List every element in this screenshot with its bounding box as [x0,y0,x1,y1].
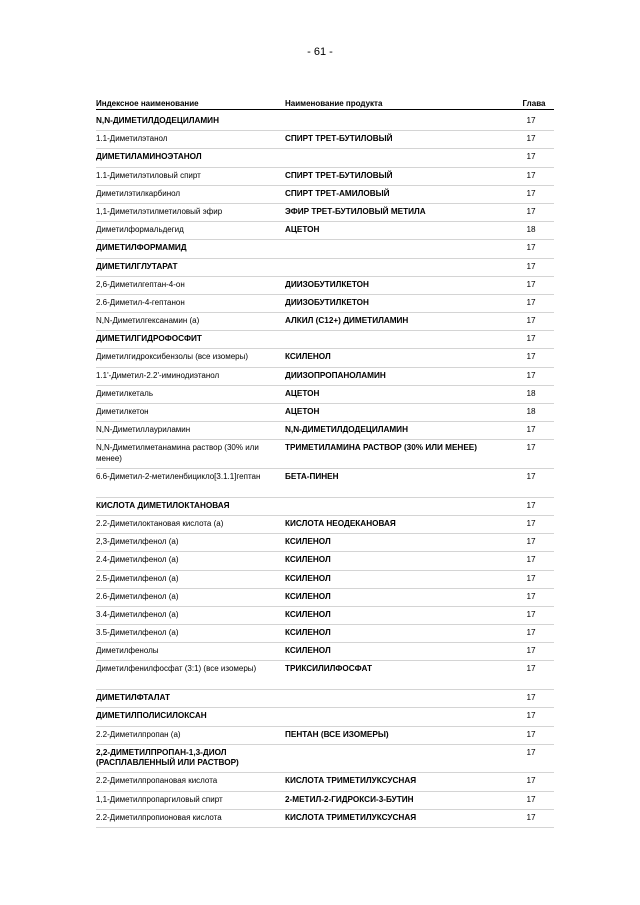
cell-chapter: 17 [526,243,536,253]
table-row [96,222,554,240]
cell-chapter: 17 [526,316,536,326]
page-number: - 61 - [307,46,333,58]
cell-product-name: БЕТА-ПИНЕН [285,472,339,482]
cell-chapter: 17 [526,747,536,757]
table-row [96,331,554,349]
cell-index-name: ДИМЕТИЛАМИНОЭТАНОЛ [96,152,202,162]
cell-product-name: ДИИЗОБУТИЛКЕТОН [285,279,369,289]
table-row [96,571,554,589]
cell-product-name [285,748,514,773]
table-row [96,516,554,534]
table-row [96,404,554,422]
table-row [96,690,554,708]
cell-product-name: ЭФИР ТРЕТ-БУТИЛОВЫЙ МЕТИЛА [285,206,426,216]
table-row [96,386,554,404]
table-row [96,810,554,828]
cell-chapter: 18 [526,388,536,398]
cell-index-name: 3.4-Диметилфенол (а) [96,609,179,619]
cell-index-name: 2.5-Диметилфенол (а) [96,573,179,583]
cell-index-name: 1.1-Диметилэтиловый спирт [96,170,201,180]
cell-chapter: 17 [526,472,536,482]
cell-product-name: ПЕНТАН (ВСЕ ИЗОМЕРЫ) [285,729,389,739]
cell-chapter: 17 [526,170,536,180]
table-row [96,113,554,131]
cell-index-name: ДИМЕТИЛФТАЛАТ [96,693,171,703]
table-row [96,240,554,258]
cell-chapter: 17 [526,711,536,721]
cell-chapter: 17 [526,500,536,510]
cell-index-name: 2.2-Диметилоктановая кислота (а) [96,518,224,528]
cell-product-name: АЦЕТОН [285,407,320,416]
table-row [96,773,554,791]
table-row [96,727,554,745]
header-product-name: Наименование продукта [285,99,383,108]
cell-chapter: 17 [526,352,536,362]
cell-product-name [285,711,514,725]
cell-chapter: 17 [526,646,536,656]
table-row [96,422,554,440]
cell-chapter: 18 [526,225,536,235]
cell-index-name: Диметилкетон [96,407,149,416]
table-row [96,708,554,726]
table-row [96,469,554,498]
table-row [96,313,554,331]
cell-chapter: 17 [526,188,536,198]
table-row [96,792,554,810]
cell-index-name: Диметилгидроксибензолы (все изомеры) [96,352,249,362]
cell-chapter: 17 [526,537,536,547]
table-row [96,131,554,149]
cell-index-name: 2.2-Диметилпропановая кислота [96,776,218,786]
cell-chapter: 17 [526,591,536,601]
cell-chapter: 17 [526,297,536,307]
cell-product-name [285,152,514,166]
cell-index-name: 2.4-Диметилфенол (а) [96,555,179,565]
cell-index-name: 2.2-Диметилпропионовая кислота [96,812,222,822]
cell-chapter: 17 [526,334,536,344]
header-chapter: Глава [522,99,546,108]
table-row [96,607,554,625]
cell-product-name: СПИРТ ТРЕТ-БУТИЛОВЫЙ [285,170,393,180]
cell-chapter: 17 [526,664,536,674]
cell-chapter: 17 [526,729,536,739]
cell-index-name: КИСЛОТА ДИМЕТИЛОКТАНОВАЯ [96,500,230,510]
cell-index-name: 1.1'-Диметил-2.2'-иминодиэтанол [96,370,220,380]
cell-chapter: 17 [526,573,536,583]
cell-product-name: КСИЛЕНОЛ [285,555,331,565]
cell-product-name: ТРИМЕТИЛАМИНА РАСТВОР (30% ИЛИ МЕНЕЕ) [285,443,477,453]
cell-product-name: КСИЛЕНОЛ [285,573,331,583]
cell-index-name: Диметилфенилфосфат (3:1) (все изомеры) [96,664,257,674]
table-row [96,259,554,277]
cell-product-name [285,693,514,707]
cell-chapter: 17 [526,152,536,162]
cell-index-name: 1.1-Диметилэтанол [96,134,168,144]
cell-product-name: КСИЛЕНОЛ [285,646,331,656]
cell-index-name: ДИМЕТИЛГИДРОФОСФИТ [96,334,202,344]
cell-index-name: 1,1-Диметилэтилметиловый эфир [96,206,223,216]
header-index-name: Индексное наименование [96,99,199,108]
cell-chapter: 17 [526,693,536,703]
table-row [96,643,554,661]
cell-product-name: КИСЛОТА НЕОДЕКАНОВАЯ [285,518,396,528]
table-row [96,204,554,222]
cell-chapter: 17 [526,609,536,619]
table-row [96,625,554,643]
cell-product-name [285,262,514,276]
cell-product-name: 2-МЕТИЛ-2-ГИДРОКСИ-3-БУТИН [285,794,414,804]
table-row [96,745,554,774]
cell-chapter: 17 [526,425,536,435]
cell-index-name: Диметилкеталь [96,388,154,398]
cell-index-name: 2.6-Диметилфенол (а) [96,591,179,601]
cell-chapter: 18 [526,407,536,416]
table-row [96,498,554,516]
cell-chapter: 17 [526,370,536,380]
cell-chapter: 17 [526,261,536,271]
table-row [96,440,554,469]
cell-index-name: ДИМЕТИЛФОРМАМИД [96,243,187,253]
cell-chapter: 17 [526,206,536,216]
table-row [96,552,554,570]
cell-index-name: Диметилфенолы [96,646,159,656]
cell-product-name: СПИРТ ТРЕТ-АМИЛОВЫЙ [285,188,390,198]
cell-product-name [285,116,514,130]
table-row [96,349,554,367]
cell-chapter: 17 [526,812,536,822]
cell-product-name: КИСЛОТА ТРИМЕТИЛУКСУСНАЯ [285,812,417,822]
table-row [96,534,554,552]
cell-product-name [285,243,514,257]
cell-product-name: АЦЕТОН [285,225,320,235]
table-body [96,113,554,828]
table-row [96,661,554,690]
cell-index-name: ДИМЕТИЛПОЛИСИЛОКСАН [96,711,207,721]
cell-index-name: 3.5-Диметилфенол (а) [96,628,179,638]
cell-product-name: КСИЛЕНОЛ [285,609,331,619]
cell-product-name: СПИРТ ТРЕТ-БУТИЛОВЫЙ [285,134,393,144]
table-row [96,168,554,186]
cell-product-name: N,N-ДИМЕТИЛДОДЕЦИЛАМИН [285,425,408,435]
cell-index-name: 2,2-ДИМЕТИЛПРОПАН-1,3-ДИОЛ (РАСПЛАВЛЕННЫЙ ИЛИ РАСТВОР) [96,747,239,768]
cell-index-name: N,N-ДИМЕТИЛДОДЕЦИЛАМИН [96,116,219,125]
cell-chapter: 17 [526,776,536,786]
table-header [96,95,554,110]
table-row [96,149,554,167]
cell-index-name: N,N-Диметилметанамина раствор (30% или менее) [96,443,259,463]
cell-chapter: 17 [526,279,536,289]
cell-product-name: ТРИКСИЛИЛФОСФАТ [285,664,372,674]
cell-index-name: 1,1-Диметилпропаргиловый спирт [96,794,223,804]
substance-table [96,95,554,828]
cell-product-name: АЦЕТОН [285,388,320,398]
cell-index-name: 2.2-Диметилпропан (а) [96,729,181,739]
cell-product-name: КИСЛОТА ТРИМЕТИЛУКСУСНАЯ [285,776,417,786]
cell-index-name: 6.6-Диметил-2-метиленбицикло[3.1.1]гептан [96,472,261,482]
table-row [96,295,554,313]
cell-chapter: 17 [526,555,536,565]
table-row [96,589,554,607]
cell-product-name: АЛКИЛ (С12+) ДИМЕТИЛАМИН [285,316,409,326]
cell-product-name [285,334,514,348]
cell-chapter: 17 [526,518,536,528]
cell-chapter: 17 [526,628,536,638]
cell-chapter: 17 [526,116,536,125]
table-row [96,368,554,386]
table-row [96,186,554,204]
cell-index-name: 2,3-Диметилфенол (а) [96,537,179,547]
cell-index-name: N,N-Диметилгексанамин (а) [96,316,200,326]
cell-product-name: КСИЛЕНОЛ [285,537,331,547]
cell-product-name [285,501,514,515]
cell-index-name: Диметилэтилкарбинол [96,188,181,198]
cell-index-name: 2,6-Диметилгептан-4-он [96,279,185,289]
cell-chapter: 17 [526,794,536,804]
cell-index-name: ДИМЕТИЛГЛУТАРАТ [96,261,178,271]
cell-index-name: Диметилформальдегид [96,225,184,235]
table-row [96,277,554,295]
cell-product-name: КСИЛЕНОЛ [285,591,331,601]
cell-chapter: 17 [526,134,536,144]
cell-product-name: ДИИЗОБУТИЛКЕТОН [285,297,369,307]
cell-chapter: 17 [526,443,536,453]
cell-product-name: ДИИЗОПРОПАНОЛАМИН [285,370,386,380]
cell-index-name: N,N-Диметиллауриламин [96,425,191,435]
cell-product-name: КСИЛЕНОЛ [285,628,331,638]
cell-index-name: 2.6-Диметил-4-гептанон [96,297,185,307]
cell-product-name: КСИЛЕНОЛ [285,352,331,362]
